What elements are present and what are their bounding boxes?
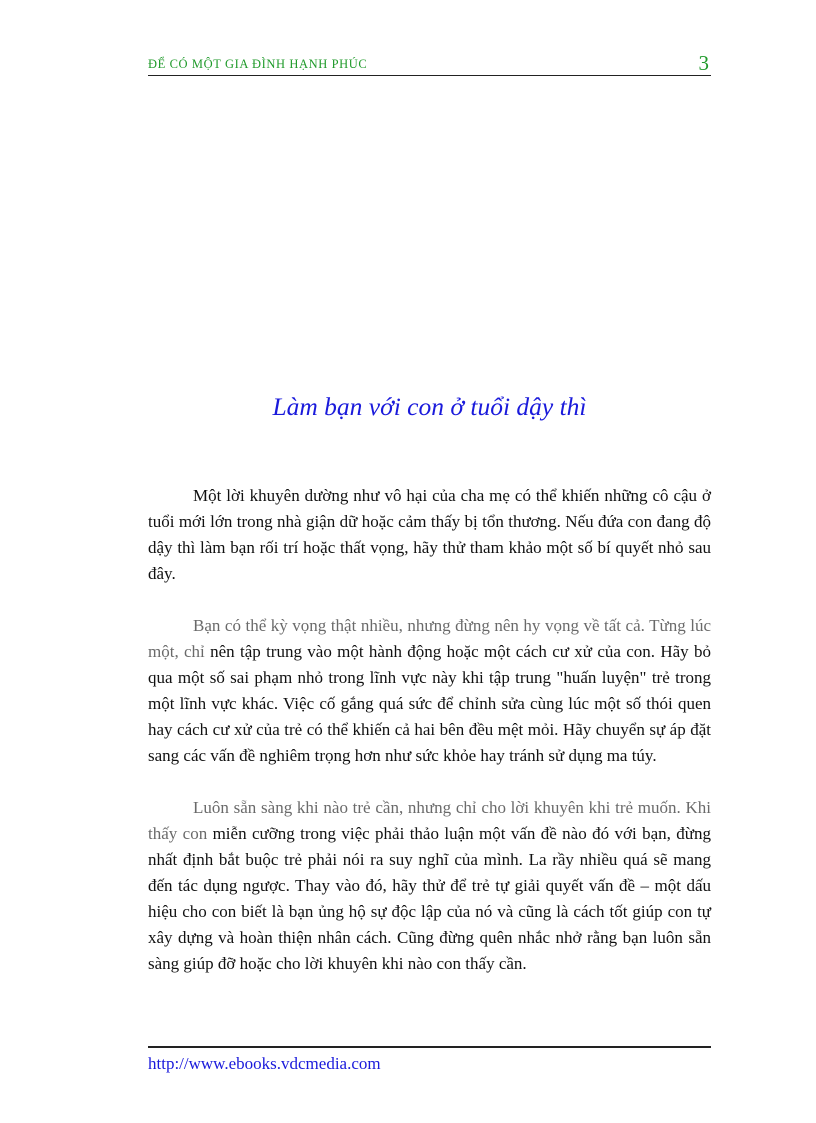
- page-number: 3: [698, 51, 709, 75]
- paragraph-2: [148, 613, 711, 769]
- paragraph-text: nên tập trung vào một hành động hoặc một cách cư xử của con. Hãy bỏ qua một số sai phạm nhỏ trong lĩnh vực này khi tập trung "huấn luyện" trẻ trong một lĩnh vực khác. Việc cố gắng quá sức để chỉnh sửa cùng lúc một số thói quen hay cách cư xử của trẻ có thể khiến cả hai bên đều mệt mỏi. Hãy chuyển sự áp đặt sang các vấn đề nghiêm trọng hơn như sức khỏe hay tránh sử dụng ma túy.: [148, 642, 712, 765]
- page-footer: [148, 1046, 711, 1073]
- running-title: ĐỂ CÓ MỘT GIA ĐÌNH HẠNH PHÚC: [148, 57, 368, 71]
- paragraph-text: Một lời khuyên dường như vô hại của cha mẹ có thể khiến những cô cậu ở tuổi mới lớn trong nhà giận dữ hoặc cảm thấy bị tổn thương. Nếu đứa con đang độ dậy thì làm bạn rối trí hoặc thất vọng, hãy thử tham khảo một số bí quyết nhỏ sau đây.: [148, 486, 711, 583]
- paragraph-text: miễn cưỡng trong việc phải thảo luận một vấn đề nào đó với bạn, đừng nhất định bắt buộc trẻ phải nói ra suy nghĩ của mình. La rầy nhiều quá sẽ mang đến tác dụng ngược. Thay vào đó, hãy thử để trẻ tự giải quyết vấn đề – một dấu hiệu cho con biết là bạn ủng hộ sự độc lập của nó và cũng là cách tốt giúp con tự xây dựng và hoàn thiện nhân cách. Cũng đừng quên nhắc nhở rằng bạn luôn sẵn sàng giúp đỡ hoặc cho lời khuyên khi nào con thấy cần.: [148, 824, 711, 973]
- page-header: [148, 53, 711, 76]
- chapter-title: Làm bạn với con ở tuổi dậy thì: [272, 392, 587, 421]
- paragraph-3: [148, 795, 711, 977]
- paragraph-lead: Luôn sẵn sàng khi nào trẻ cần, nhưng chỉ cho lời khuyên khi trẻ muốn. Khi thấy con: [148, 798, 711, 843]
- article-body: [148, 483, 711, 1003]
- paragraph-1: [148, 483, 711, 587]
- paragraph-lead: Bạn có thể kỳ vọng thật nhiều, nhưng đừng nên hy vọng về tất cả. Từng lúc một, chỉ: [148, 616, 711, 661]
- footer-link[interactable]: http://www.ebooks.vdcmedia.com: [148, 1054, 381, 1073]
